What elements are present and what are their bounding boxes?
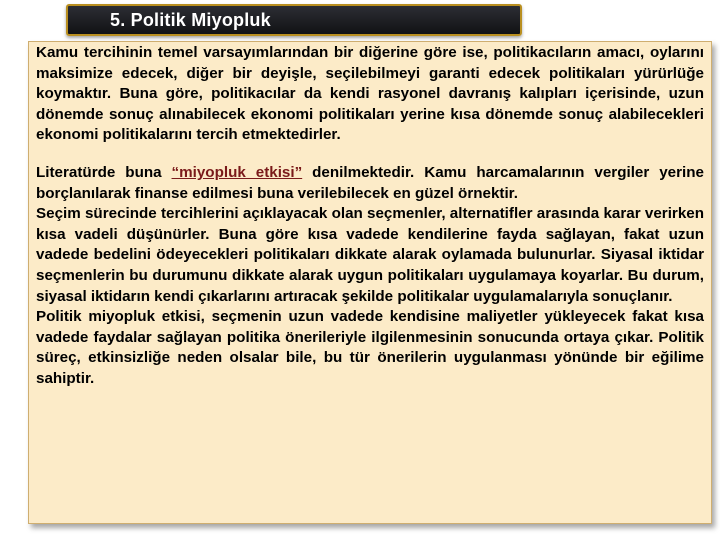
paragraph-2 xyxy=(36,163,704,204)
paragraph-2-start: Literatürde buna xyxy=(36,163,172,181)
paragraph-3: Seçim sürecinde tercihlerini açıklayacak olan seçmenler, alternatifler arasında karar verirken kısa vadeli düşünürler. Buna göre kısa vadede kendilerine fayda sağlayan, fakat uzun vadede bedelini ödeyecekleri politikaları dikkate alarak oylamada bulunurlar. Siyasal iktidar seçmenlerin bu durumunu dikkate alarak uygun politikaları uygulamaya koyarlar. Bu durum, siyasal iktidarın kendi çıkarlarını artıracak şekilde politikalar uygulamalarıyla sonuçlanır. xyxy=(36,205,704,305)
content-box xyxy=(28,41,712,524)
slide-title: 5. Politik Miyopluk xyxy=(110,10,271,30)
paragraph-4: Politik miyopluk etkisi, seçmenin uzun vadede kendisine maliyetler yükleyecek fakat kısa vadede faydalar sağlayan politika önerileriyle ilgilenmesinin sonucunda ortaya çıkar. Politik süreç, etkinsizliğe neden olsalar bile, bu tür önerilerin uygulanması yönünde bir eğilime sahiptir. xyxy=(36,308,704,387)
miyopluk-etkisi-term: “miyopluk etkisi” xyxy=(171,163,303,181)
slide-title-bar xyxy=(66,4,522,36)
paragraph-gap xyxy=(36,146,704,163)
paragraph-1: Kamu tercihinin temel varsayımlarından bir diğerine göre ise, politikacıların amacı, oylarını maksimize edecek, diğer bir deyişle, seçilebilmeyi garanti edecek politikaları yürürlüğe koymaktır. Buna göre, politikacılar da kendi rasyonel davranış kalıpları içerisinde, uzun dönemde sonuç alınabilecek ekonomi politikaları yerine kısa dönemde sonuç alabilecekleri ekonomi politikalarını tercih etmektedirler. xyxy=(36,44,704,144)
paragraph-2-end: denilmektedir. Kamu harcamalarının vergiler yerine borçlanılarak finanse edilmesi buna verilebilecek en güzel örnektir. xyxy=(36,163,704,202)
